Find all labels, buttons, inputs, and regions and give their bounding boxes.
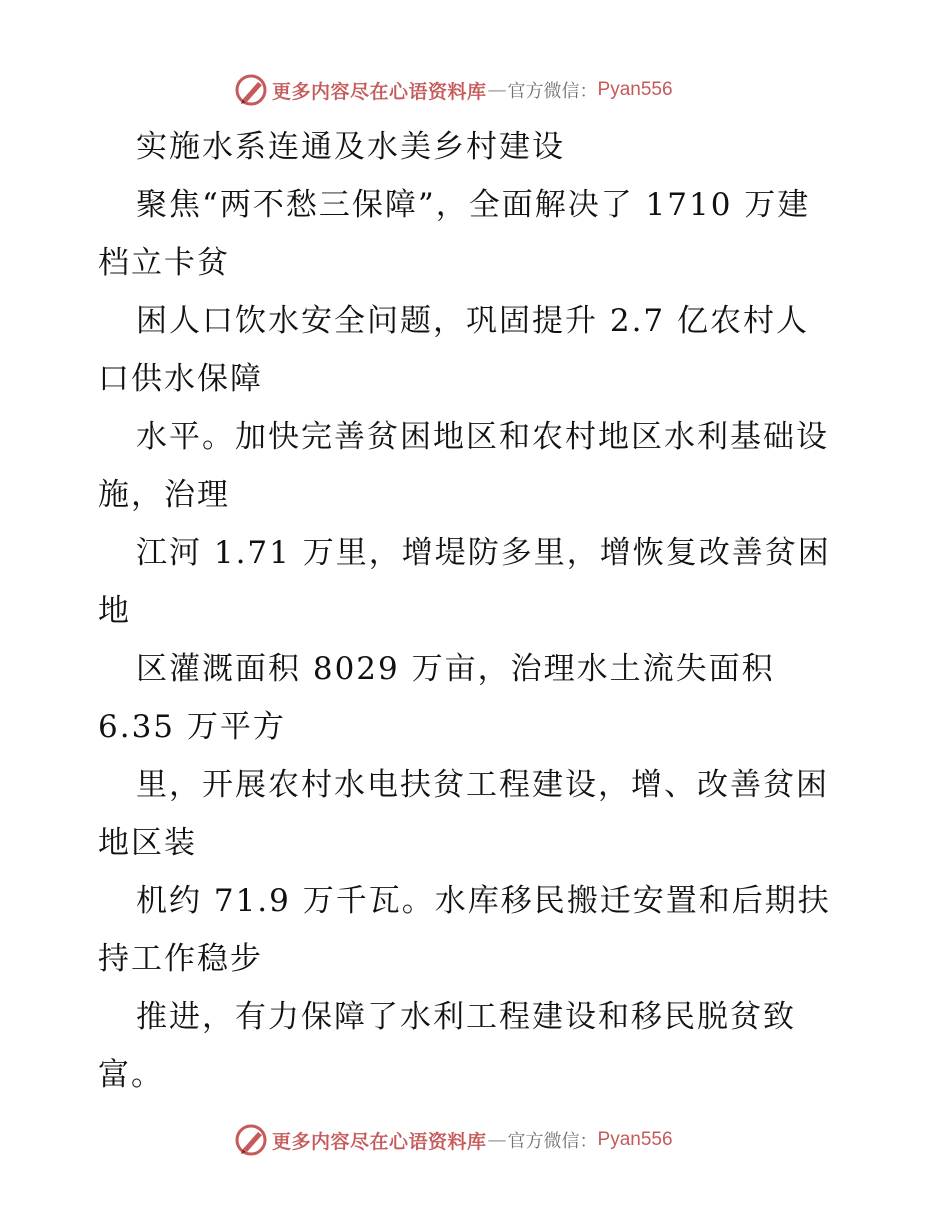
- text-line: 施，治理: [98, 477, 230, 513]
- watermark-wechat-label: 官方微信：: [507, 81, 598, 102]
- text-line: 档立卡贫: [98, 245, 230, 281]
- text-line: 地区装: [98, 825, 197, 861]
- text-line: 水平。加快完善贫困地区和农村地区水利基础设: [136, 419, 829, 455]
- text-line: 机约 71.9 万千瓦。水库移民搬迁安置和后期扶: [136, 883, 831, 919]
- text-line: 聚焦“两不愁三保障”，全面解决了 1710 万建: [136, 187, 811, 223]
- watermark-wechat-id: Pyan556: [597, 1129, 673, 1150]
- text-line: 江河 1.71 万里，增堤防多里，增恢复改善贫困: [136, 535, 831, 571]
- watermark-title: 更多内容尽在心语资料库: [272, 1130, 487, 1153]
- text-line: 里，开展农村水电扶贫工程建设，增、改善贫困: [136, 767, 829, 803]
- text-line: 富。: [98, 1057, 164, 1093]
- text-line: 口供水保障: [98, 361, 263, 397]
- text-line: 实施水系连通及水美乡村建设: [136, 129, 565, 165]
- pen-logo-icon: [234, 73, 268, 107]
- watermark-dash: —: [487, 1129, 507, 1151]
- pen-logo-icon: [234, 1123, 268, 1157]
- text-line: 困人口饮水安全问题，巩固提升 2.7 亿农村人: [136, 303, 810, 339]
- document-body: [98, 118, 868, 1104]
- text-line: 区灌溉面积 8029 万亩，治理水土流失面积: [136, 651, 775, 687]
- footer-watermark: [234, 1122, 673, 1158]
- text-line: 推进，有力保障了水利工程建设和移民脱贫致: [136, 999, 796, 1035]
- watermark-dash: —: [487, 79, 507, 101]
- watermark-wechat-label: 官方微信：: [507, 1131, 598, 1152]
- text-line: 持工作稳步: [98, 941, 263, 977]
- header-watermark: [234, 72, 673, 108]
- text-line: 地: [98, 593, 131, 629]
- text-line: 6.35 万平方: [98, 709, 286, 745]
- watermark-wechat-id: Pyan556: [597, 79, 673, 100]
- watermark-title: 更多内容尽在心语资料库: [272, 80, 487, 103]
